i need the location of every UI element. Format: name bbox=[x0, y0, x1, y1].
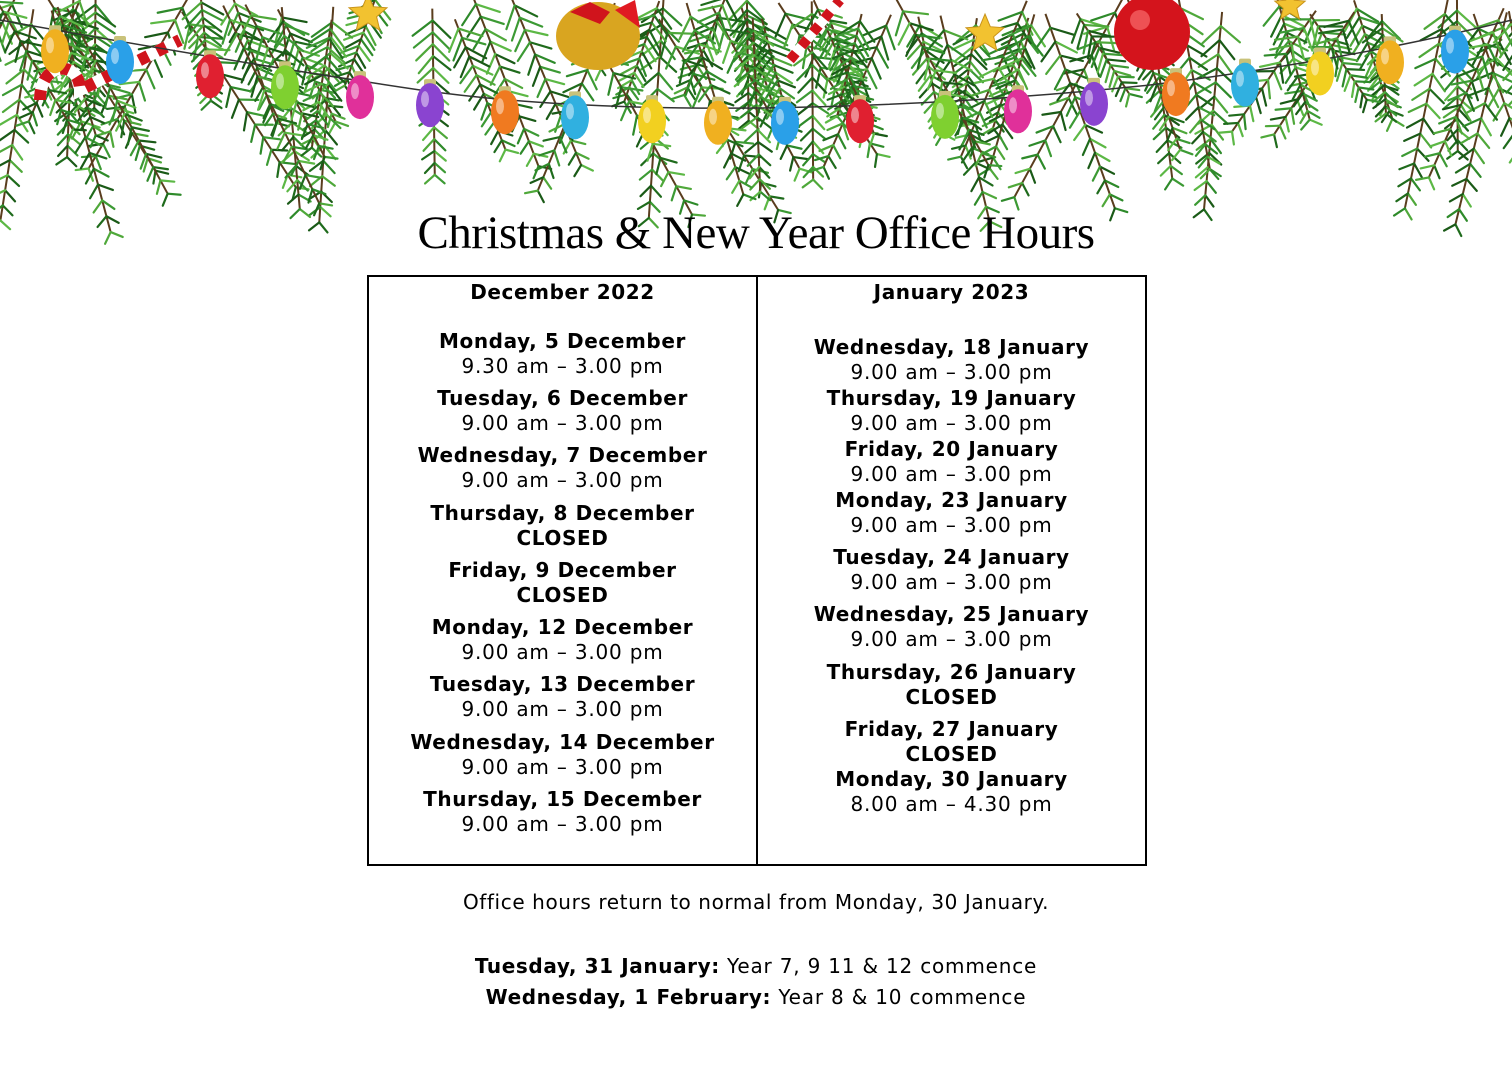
entry-day: Friday, 20 January bbox=[844, 437, 1059, 461]
commence-line-1 bbox=[0, 954, 1512, 978]
entry-day: Wednesday, 25 January bbox=[813, 602, 1090, 626]
schedule-entry bbox=[758, 660, 1145, 710]
entry-closed: CLOSED bbox=[905, 685, 998, 709]
entry-day: Tuesday, 24 January bbox=[833, 545, 1070, 569]
schedule-entry bbox=[758, 488, 1145, 538]
schedule-entry bbox=[369, 558, 756, 608]
december-column bbox=[369, 277, 756, 864]
january-column bbox=[756, 277, 1145, 864]
schedule-entry bbox=[758, 767, 1145, 817]
entry-day: Tuesday, 6 December bbox=[437, 386, 688, 410]
schedule-entry bbox=[369, 787, 756, 837]
schedule-entry bbox=[369, 672, 756, 722]
entry-day: Wednesday, 18 January bbox=[813, 335, 1090, 359]
entry-hours: 9.00 am – 3.00 pm bbox=[850, 462, 1053, 486]
entry-day: Wednesday, 7 December bbox=[417, 443, 708, 467]
entry-day: Monday, 12 December bbox=[431, 615, 694, 639]
office-hours-table bbox=[367, 275, 1147, 866]
entry-closed: CLOSED bbox=[516, 583, 609, 607]
schedule-entry bbox=[758, 717, 1145, 767]
entry-day: Monday, 23 January bbox=[835, 488, 1068, 512]
entry-hours: 9.00 am – 3.00 pm bbox=[850, 513, 1053, 537]
entry-hours: 9.00 am – 3.00 pm bbox=[461, 812, 664, 836]
entry-hours: 9.30 am – 3.00 pm bbox=[461, 354, 664, 378]
commence-date: Wednesday, 1 February: bbox=[485, 985, 772, 1009]
entry-hours: 9.00 am – 3.00 pm bbox=[461, 697, 664, 721]
entry-hours: 9.00 am – 3.00 pm bbox=[850, 360, 1053, 384]
entry-day: Thursday, 8 December bbox=[430, 501, 695, 525]
schedule-entry bbox=[758, 602, 1145, 652]
schedule-entry bbox=[369, 501, 756, 551]
entry-hours: 9.00 am – 3.00 pm bbox=[461, 755, 664, 779]
schedule-entry bbox=[758, 386, 1145, 436]
entry-day: Monday, 30 January bbox=[835, 767, 1068, 791]
schedule-entry bbox=[369, 443, 756, 493]
return-note: Office hours return to normal from Monday, 30 January. bbox=[462, 890, 1050, 914]
schedule-entry bbox=[369, 615, 756, 665]
entry-day: Tuesday, 13 December bbox=[429, 672, 696, 696]
entry-day: Wednesday, 14 December bbox=[410, 730, 715, 754]
schedule-entry bbox=[758, 335, 1145, 385]
commence-text: Year 7, 9 11 & 12 commence bbox=[719, 954, 1038, 978]
entry-day: Friday, 9 December bbox=[448, 558, 677, 582]
entry-hours: 9.00 am – 3.00 pm bbox=[461, 468, 664, 492]
entry-hours: 9.00 am – 3.00 pm bbox=[461, 640, 664, 664]
schedule-entry bbox=[758, 437, 1145, 487]
commence-date: Tuesday, 31 January: bbox=[474, 954, 720, 978]
entry-day: Monday, 5 December bbox=[439, 329, 686, 353]
schedule-entry bbox=[369, 329, 756, 379]
entry-day: Thursday, 19 January bbox=[826, 386, 1077, 410]
page-title: Christmas & New Year Office Hours bbox=[417, 207, 1095, 259]
december-heading: December 2022 bbox=[470, 280, 655, 304]
entry-hours: 9.00 am – 3.00 pm bbox=[850, 627, 1053, 651]
schedule-entry bbox=[369, 730, 756, 780]
entry-day: Thursday, 15 December bbox=[423, 787, 702, 811]
entry-closed: CLOSED bbox=[516, 526, 609, 550]
commence-text: Year 8 & 10 commence bbox=[771, 985, 1027, 1009]
entry-day: Thursday, 26 January bbox=[826, 660, 1077, 684]
entry-hours: 9.00 am – 3.00 pm bbox=[850, 411, 1053, 435]
schedule-entry bbox=[369, 386, 756, 436]
entry-closed: CLOSED bbox=[905, 742, 998, 766]
schedule-entry bbox=[758, 545, 1145, 595]
entry-hours: 9.00 am – 3.00 pm bbox=[850, 570, 1053, 594]
entry-hours: 8.00 am – 4.30 pm bbox=[850, 792, 1053, 816]
entry-hours: 9.00 am – 3.00 pm bbox=[461, 411, 664, 435]
commence-line-2 bbox=[0, 985, 1512, 1009]
entry-day: Friday, 27 January bbox=[844, 717, 1059, 741]
january-heading: January 2023 bbox=[873, 280, 1030, 304]
